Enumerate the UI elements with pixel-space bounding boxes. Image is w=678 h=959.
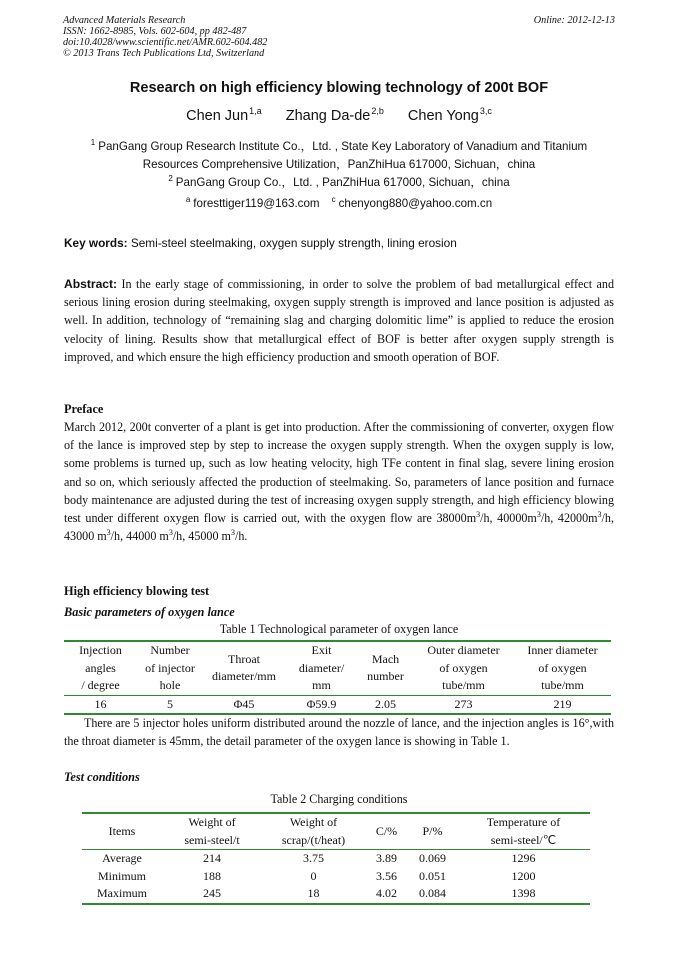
affiliation-mark: 2 [168, 174, 173, 183]
table-cell: 1398 [457, 885, 590, 904]
table-1 [64, 640, 611, 715]
author-superscript: 3,c [479, 106, 492, 116]
table-cell: 219 [514, 695, 611, 714]
email-line [0, 191, 678, 213]
table-1-description: There are 5 injector holes uniform distributed around the nozzle of lance, and the injection angles is 16°,with the throat diameter is 45mm, the detail parameter of the oxygen lance is showing in Table 1. [64, 716, 614, 749]
table-2 [82, 812, 590, 905]
author-superscript: 2,b [371, 106, 384, 116]
table-cell: 18 [262, 885, 365, 904]
table-header-cell: Temperature of semi-steel/℃ [457, 813, 590, 850]
table-cell: Φ59.9 [285, 695, 358, 714]
affiliation-mark: 1 [90, 138, 96, 147]
table-cell: 245 [162, 885, 262, 904]
table-header-cell: Inner diameter of oxygen tube/mm [514, 641, 611, 695]
journal-header [63, 15, 267, 59]
table-header-cell: Weight of semi-steel/t [162, 813, 262, 850]
table-cell: 1200 [511, 868, 536, 883]
preface-body: March 2012, 200t converter of a plant is get into production. After the commissioning of converter, oxygen flow of the lance is improved step by step to increase the oxygen supply strength. When the oxygen supply is low, some problems is turned up, such as low heating velocity, high TFe content in final slag, severe lining erosion and so on, which seriously affected the production of steelmaking. So, parameters of lance position and furnace body maintenance are adjusted during the test of increasing oxygen supply strength, and high efficiency blowing test under different oxygen flow is carried out, with the oxygen flow are [64, 420, 614, 526]
table-header-cell: P/% [408, 813, 457, 850]
table-cell: Φ45 [203, 695, 285, 714]
keywords-label: Key words: [64, 236, 128, 250]
table-header-cell: Number of injector hole [137, 641, 203, 695]
author [286, 108, 384, 124]
table-header-row [82, 813, 590, 850]
table-cell: 0.069 [419, 851, 446, 865]
abstract-label: Abstract: [64, 277, 118, 291]
table-row [82, 885, 590, 904]
doi-line: doi:10.4028/www.scientific.net/AMR.602-604.482 [63, 37, 268, 48]
table-cell: 214 [203, 851, 221, 865]
subsection-heading-conditions: Test conditions [64, 770, 140, 784]
table-cell: 3.89 [376, 851, 397, 865]
table-row [82, 868, 590, 886]
oxygen-flow: 45000 $m^3/h$ [188, 528, 245, 544]
table-header-cell: Outer diameter of oxygen tube/mm [413, 641, 514, 695]
table-cell: 0 [310, 868, 317, 883]
table-header-cell: Exit diameter/ mm [285, 641, 358, 695]
table-header-cell: C/% [365, 813, 408, 850]
table-cell: 16 [64, 695, 137, 714]
oxygen-flow: $38000m^3/h$ [436, 510, 490, 526]
oxygen-flow: $42000m^3/h$ [557, 510, 611, 526]
preface-heading: Preface [64, 402, 104, 416]
oxygen-flow: 44000 $m^3/h$ [126, 528, 183, 544]
table-row [82, 850, 590, 868]
affiliation-1 [0, 134, 678, 174]
table-2-caption: Table 2 Charging conditions [270, 792, 408, 806]
table-cell: 188 [203, 868, 221, 883]
table-cell: 0.051 [419, 868, 446, 883]
affiliation-2 [0, 170, 678, 192]
table-header-cell: Weight of scrap/(t/heat) [262, 813, 365, 850]
oxygen-flow: $40000m^3/h$ [497, 510, 551, 526]
email-mark: c [331, 195, 336, 204]
table-cell: 3.56 [376, 868, 397, 883]
table-header-cell: Mach number [358, 641, 413, 695]
author-list [0, 106, 678, 124]
email-a: foresttiger119@163.com [193, 197, 320, 210]
author-name: Chen Yong [407, 108, 479, 124]
affiliation-2-line: PanGang Group Co.，Ltd. , PanZhiHua 617000, Sichuan，china [175, 176, 510, 189]
affiliation-1-line-2: Resources Comprehensive Utilization，PanZhiHua 617000, Sichuan，china [142, 158, 536, 171]
author-name: Zhang Da-de [285, 108, 371, 124]
email-c: chenyong880@yahoo.com.cn [338, 197, 493, 210]
table-cell: 0.084 [408, 885, 457, 904]
paper-title: Research on high efficiency blowing technology of 200t BOF [129, 80, 549, 96]
table-cell: 273 [413, 695, 514, 714]
subsection-heading-lance: Basic parameters of oxygen lance [64, 605, 235, 619]
table-cell: Maximum [82, 885, 162, 904]
table-cell: 5 [137, 695, 203, 714]
table-cell: Average [102, 851, 142, 865]
table-cell: 3.75 [303, 851, 324, 865]
table-1-caption: Table 1 Technological parameter of oxygen lance [219, 622, 459, 636]
table-header-cell: Items [82, 813, 162, 850]
keywords [64, 236, 616, 250]
table-cell: 1296 [511, 851, 536, 865]
oxygen-flow: 43000 $m^3/h$ [64, 528, 121, 544]
table-header-cell: Throat diameter/mm [203, 641, 285, 695]
table-cell: 4.02 [365, 885, 408, 904]
author-name: Chen Jun [186, 108, 249, 124]
abstract-text: In the early stage of commissioning, in order to solve the problem of bad metallurgical effect and serious lining erosion during steelmaking, oxygen supply strength is improved and lance position is adjusted as well. In addition, technology of “remaining slag and charging dolomitic lime” is applied to reduce the erosion velocity of lining. Results show that metallurgical effect of BOF is better after oxygen supply strength is improved, and which ensure the high efficiency production and smooth operation of BOF. [64, 277, 615, 364]
preface-text: March 2012, 200t converter of a plant is get into production. After the commissioning of converter, oxygen flow of the lance is improved step by step to increase the oxygen supply strength. When the oxygen supply is low, some problems is turned up, such as low heating velocity, high TFe content in final slag, severe lining erosion and so on, which seriously affected the production of steelmaking. So, parameters of lance position and furnace body maintenance are adjusted during the test of increasing oxygen supply strength, and high efficiency blowing test under different oxygen flow is carried out, with the oxygen flow are $38000m^3/h$, $40000m^3/h$, $42000m^3/h$, 43000 $m^3/h$, 44000 $m^3/h$, 45000 $m^3/h$. [64, 420, 614, 544]
journal-name: Advanced Materials Research [63, 15, 186, 26]
online-date: Online: 2012-12-13 [533, 15, 615, 26]
keywords-text: Semi-steel steelmaking, oxygen supply strength, lining erosion [130, 236, 457, 250]
section-heading-test: High efficiency blowing test [64, 584, 210, 598]
table-row [64, 695, 611, 714]
table-cell: Minimum [97, 868, 146, 883]
table-cell: 2.05 [358, 695, 413, 714]
table-header-row [64, 641, 611, 695]
author-superscript: 1,a [249, 106, 262, 116]
email-mark: a [185, 195, 191, 204]
abstract [64, 275, 614, 366]
copyright-line: © 2013 Trans Tech Publications Ltd, Switzerland [63, 48, 265, 59]
table-header-cell: Injection angles / degree [64, 641, 137, 695]
affiliation-1-line-1: PanGang Group Research Institute Co.，Ltd. , State Key Laboratory of Vanadium and Titanium [98, 140, 588, 153]
author [408, 108, 492, 124]
issn-line: ISSN: 1662-8985, Vols. 602-604, pp 482-487 [63, 26, 247, 37]
author [186, 108, 262, 124]
